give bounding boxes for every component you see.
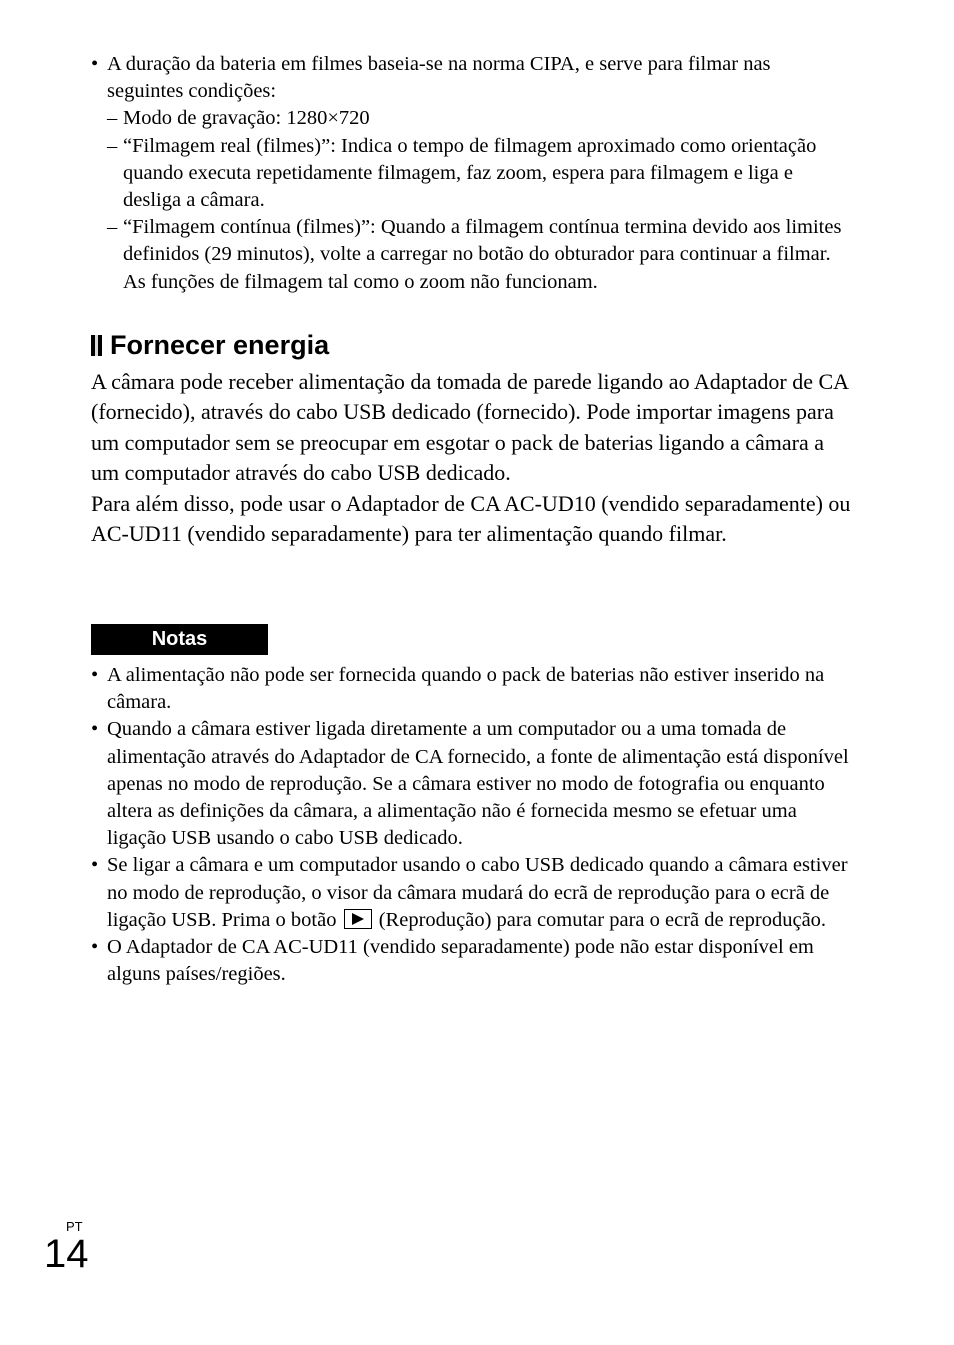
notes-list [91, 662, 851, 988]
bullet-dot: • [91, 718, 99, 741]
sub-item-dash: – [107, 216, 118, 239]
note-text-before: Se ligar a câmara e um computador usando o cabo USB dedicado quando a câmara estiver no modo de reprodução, o visor da câmara mudará do ecrã de reprodução para o ecrã de ligação USB. Prima o botão [107, 854, 848, 931]
notes-label: Notas [91, 624, 268, 655]
paragraph: A câmara pode receber alimentação da tomada de parede ligando ao Adaptador de CA (fornecido), através do cabo USB dedicado (fornecido). Pode importar imagens para um computador sem se preocupar em esgotar o pack de baterias ligando a câmara a um computador através do cabo USB dedicado. [91, 369, 848, 486]
sub-item-text: Modo de gravação: 1280×720 [123, 107, 370, 130]
sub-item-dash: – [107, 107, 118, 130]
sub-item [91, 214, 851, 296]
play-button-icon [344, 909, 372, 929]
sub-item-text: “Filmagem contínua (filmes)”: Quando a filmagem contínua termina devido aos limites definidos (29 minutos), volte a carregar no botão do obturador para continuar a filmar. As funções de filmagem tal como o zoom não funcionam. [123, 216, 842, 293]
sub-item-dash: – [107, 134, 118, 157]
note-text: O Adaptador de CA AC-UD11 (vendido separadamente) pode não estar disponível em alguns países/regiões. [107, 936, 814, 986]
note-item [91, 662, 851, 716]
bullet-dot: • [91, 854, 99, 877]
sub-item [91, 133, 851, 215]
section-title: Fornecer energia [110, 329, 330, 360]
page-number: 14 [44, 1232, 89, 1276]
bullet-text: A duração da bateria em filmes baseia-se na norma CIPA, e serve para filmar nas seguintes condições: [107, 53, 771, 103]
battery-duration-bullet [91, 51, 851, 296]
bullet-item [91, 51, 851, 105]
bullet-dot: • [91, 53, 99, 75]
language-code: PT [66, 1219, 83, 1234]
note-text: A alimentação não pode ser fornecida quando o pack de baterias não estiver inserido na câmara. [107, 664, 825, 714]
section-body [91, 367, 851, 549]
section-marker-icon [91, 335, 102, 356]
note-item [91, 934, 851, 988]
note-item [91, 852, 851, 934]
note-text: Quando a câmara estiver ligada diretamente a um computador ou a uma tomada de alimentação através do Adaptador de CA fornecido, a fonte de alimentação está disponível apenas no modo de reprodução. Se a câmara estiver no modo de fotografia ou enquanto altera as definições da câmara, a alimentação não é fornecida mesmo se efetuar uma ligação USB usando o cabo USB dedicado. [107, 718, 849, 850]
sub-item [91, 105, 851, 132]
bullet-dot: • [91, 936, 99, 959]
section-heading [91, 327, 329, 363]
note-item [91, 716, 851, 852]
sub-item-text: “Filmagem real (filmes)”: Indica o tempo de filmagem aproximado como orientação quando executa repetidamente filmagem, faz zoom, espera para filmagem e liga e desliga a câmara. [123, 134, 817, 212]
note-text-after: (Reprodução) para comutar para o ecrã de reprodução. [378, 908, 827, 931]
bullet-dot: • [91, 664, 99, 686]
paragraph: Para além disso, pode usar o Adaptador de CA AC-UD10 (vendido separadamente) ou AC-UD11 (vendido separadamente) para ter alimentação quando filmar. [91, 490, 851, 547]
